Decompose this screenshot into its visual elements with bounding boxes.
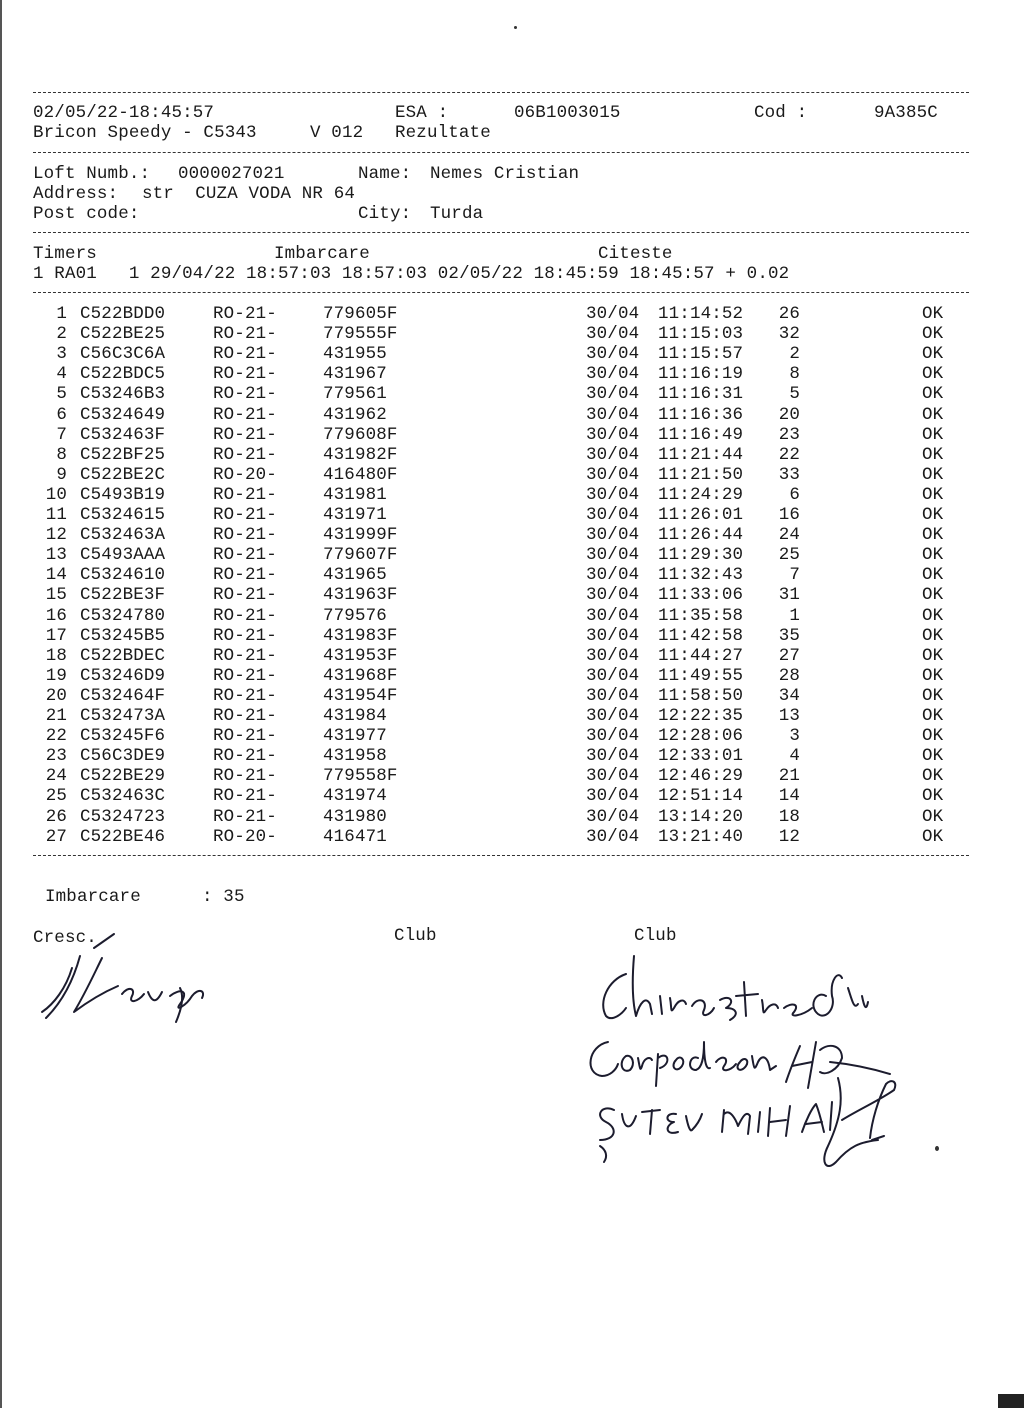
ring-prefix: RO-21-: [213, 625, 277, 646]
row-number: 15: [45, 585, 67, 606]
position: 2: [789, 344, 800, 365]
arrival-time: 11:26:01: [658, 505, 744, 525]
position: 8: [789, 364, 800, 385]
arrival-date: 30/04: [586, 384, 640, 405]
arrival-time: 12:22:35: [658, 706, 744, 726]
citeste-header: Citeste: [598, 244, 673, 264]
scan-speck: [514, 26, 517, 29]
status: OK: [922, 665, 944, 686]
ring-number: 416471: [323, 826, 387, 847]
city-value: Turda: [430, 204, 484, 224]
ring-number: 431974: [323, 786, 387, 807]
ring-number: 431971: [323, 505, 387, 525]
arrival-time: 11:49:55: [658, 665, 744, 686]
status: OK: [922, 404, 944, 425]
ring-number: 431954F: [323, 685, 398, 706]
arrival-date: 30/04: [586, 665, 640, 686]
ring-number: 416480F: [323, 464, 398, 485]
status: OK: [922, 484, 944, 505]
ring-prefix: RO-21-: [213, 525, 277, 546]
name-label: Name:: [358, 164, 412, 184]
ring-prefix: RO-21-: [213, 605, 277, 626]
ring-number: 779605F: [323, 304, 398, 324]
chip-id: C5324649: [80, 404, 166, 425]
club-signatures: [580, 950, 920, 1180]
ring-prefix: RO-21-: [213, 364, 277, 385]
status: OK: [922, 344, 944, 365]
row-number: 25: [45, 786, 67, 807]
position: 33: [778, 464, 800, 485]
chip-id: C522BE3F: [80, 585, 166, 606]
position: 4: [789, 746, 800, 767]
position: 18: [778, 806, 800, 827]
ring-prefix: RO-21-: [213, 384, 277, 405]
chip-id: C532473A: [80, 706, 166, 726]
chip-id: C532463A: [80, 525, 166, 546]
arrival-date: 30/04: [586, 344, 640, 365]
position: 21: [778, 766, 800, 787]
arrival-time: 11:35:58: [658, 605, 744, 626]
arrival-time: 11:44:27: [658, 645, 744, 666]
position: 31: [778, 585, 800, 606]
club-label: Club: [634, 926, 677, 946]
arrival-time: 11:24:29: [658, 484, 744, 505]
ring-prefix: RO-21-: [213, 545, 277, 566]
breeder-signature: [30, 930, 220, 1030]
timers-header: Timers: [33, 244, 97, 264]
row-number: 26: [45, 806, 67, 827]
status: OK: [922, 384, 944, 405]
chip-id: C5324723: [80, 806, 166, 827]
row-number: 27: [45, 826, 67, 847]
arrival-time: 11:16:36: [658, 404, 744, 425]
imbarcare-total-label: Imbarcare: [45, 887, 141, 907]
arrival-date: 30/04: [586, 706, 640, 726]
ring-number: 779555F: [323, 324, 398, 345]
arrival-date: 30/04: [586, 404, 640, 425]
position: 5: [789, 384, 800, 405]
row-number: 8: [56, 444, 67, 465]
postcode-label: Post code:: [33, 204, 140, 224]
position: 20: [778, 404, 800, 425]
row-number: 7: [56, 424, 67, 445]
ring-number: 779561: [323, 384, 387, 405]
ring-number: 779558F: [323, 766, 398, 787]
ring-prefix: RO-21-: [213, 806, 277, 827]
position: 16: [778, 505, 800, 525]
arrival-date: 30/04: [586, 484, 640, 505]
chip-id: C5324610: [80, 565, 166, 586]
row-number: 19: [45, 665, 67, 686]
ring-prefix: RO-21-: [213, 324, 277, 345]
row-number: 16: [45, 605, 67, 626]
arrival-time: 11:16:49: [658, 424, 744, 445]
ring-number: 431953F: [323, 645, 398, 666]
row-number: 14: [45, 565, 67, 586]
loft-number: 0000027021: [178, 164, 285, 184]
position: 14: [778, 786, 800, 807]
position: 24: [778, 525, 800, 546]
arrival-time: 11:29:30: [658, 545, 744, 566]
separator: [33, 232, 969, 233]
row-number: 13: [45, 545, 67, 566]
ring-prefix: RO-21-: [213, 424, 277, 445]
status: OK: [922, 746, 944, 767]
position: 6: [789, 484, 800, 505]
arrival-time: 11:15:03: [658, 324, 744, 345]
ring-prefix: RO-21-: [213, 786, 277, 807]
status: OK: [922, 645, 944, 666]
arrival-date: 30/04: [586, 786, 640, 807]
arrival-date: 30/04: [586, 424, 640, 445]
arrival-time: 12:33:01: [658, 746, 744, 767]
ring-number: 431980: [323, 806, 387, 827]
chip-id: C522BE29: [80, 766, 166, 787]
chip-id: C56C3DE9: [80, 746, 166, 767]
arrival-time: 11:21:50: [658, 464, 744, 485]
chip-id: C53245F6: [80, 726, 166, 747]
arrival-time: 12:28:06: [658, 726, 744, 747]
scan-edge: [0, 0, 2, 1408]
scan-corner: [998, 1394, 1024, 1408]
row-number: 5: [56, 384, 67, 405]
ring-number: 431981: [323, 484, 387, 505]
imbarcare-total-value: : 35: [202, 887, 245, 907]
arrival-date: 30/04: [586, 464, 640, 485]
chip-id: C522BDC5: [80, 364, 166, 385]
arrival-date: 30/04: [586, 304, 640, 324]
chip-id: C5324780: [80, 605, 166, 626]
ring-prefix: RO-21-: [213, 444, 277, 465]
address-value: str CUZA VODA NR 64: [142, 184, 356, 204]
ring-prefix: RO-21-: [213, 726, 277, 747]
row-number: 9: [56, 464, 67, 485]
chip-id: C532463F: [80, 424, 166, 445]
ring-prefix: RO-21-: [213, 766, 277, 787]
arrival-time: 11:42:58: [658, 625, 744, 646]
status: OK: [922, 625, 944, 646]
report-datetime: 02/05/22-18:45:57: [33, 103, 215, 123]
position: 34: [778, 685, 800, 706]
cod-label: Cod :: [754, 103, 808, 123]
loft-label: Loft Numb.:: [33, 164, 151, 184]
status: OK: [922, 444, 944, 465]
status: OK: [922, 605, 944, 626]
separator: [33, 152, 969, 153]
row-number: 20: [45, 685, 67, 706]
arrival-time: 11:16:19: [658, 364, 744, 385]
arrival-time: 11:21:44: [658, 444, 744, 465]
status: OK: [922, 464, 944, 485]
position: 35: [778, 625, 800, 646]
arrival-date: 30/04: [586, 766, 640, 787]
row-number: 17: [45, 625, 67, 646]
arrival-date: 30/04: [586, 826, 640, 847]
arrival-time: 13:21:40: [658, 826, 744, 847]
club-label: Club: [394, 926, 437, 946]
position: 7: [789, 565, 800, 586]
ring-number: 431999F: [323, 525, 398, 546]
position: 27: [778, 645, 800, 666]
arrival-time: 11:58:50: [658, 685, 744, 706]
ring-prefix: RO-21-: [213, 565, 277, 586]
ring-prefix: RO-21-: [213, 404, 277, 425]
chip-id: C532463C: [80, 786, 166, 807]
ring-number: 431982F: [323, 444, 398, 465]
imbarcare-header: Imbarcare: [274, 244, 370, 264]
position: 12: [778, 826, 800, 847]
ring-prefix: RO-21-: [213, 344, 277, 365]
position: 32: [778, 324, 800, 345]
arrival-time: 12:46:29: [658, 766, 744, 787]
arrival-date: 30/04: [586, 364, 640, 385]
status: OK: [922, 364, 944, 385]
chip-id: C53246D9: [80, 665, 166, 686]
status: OK: [922, 324, 944, 345]
status: OK: [922, 766, 944, 787]
ring-number: 779608F: [323, 424, 398, 445]
position: 3: [789, 726, 800, 747]
status: OK: [922, 806, 944, 827]
status: OK: [922, 585, 944, 606]
ring-prefix: RO-21-: [213, 585, 277, 606]
version: V 012: [310, 123, 364, 143]
ring-number: 779607F: [323, 545, 398, 566]
chip-id: C53245B5: [80, 625, 166, 646]
arrival-date: 30/04: [586, 585, 640, 606]
arrival-date: 30/04: [586, 746, 640, 767]
ring-number: 431958: [323, 746, 387, 767]
row-number: 23: [45, 746, 67, 767]
row-number: 21: [45, 706, 67, 726]
arrival-date: 30/04: [586, 685, 640, 706]
address-label: Address:: [33, 184, 119, 204]
ring-number: 431984: [323, 706, 387, 726]
status: OK: [922, 726, 944, 747]
ring-prefix: RO-21-: [213, 484, 277, 505]
scan-speck: [935, 1146, 939, 1151]
row-number: 4: [56, 364, 67, 385]
city-label: City:: [358, 204, 412, 224]
position: 23: [778, 424, 800, 445]
chip-id: C522BDD0: [80, 304, 166, 324]
chip-id: C56C3C6A: [80, 344, 166, 365]
row-number: 18: [45, 645, 67, 666]
status: OK: [922, 786, 944, 807]
row-number: 24: [45, 766, 67, 787]
ring-prefix: RO-21-: [213, 746, 277, 767]
chip-id: C522BF25: [80, 444, 166, 465]
chip-id: C532464F: [80, 685, 166, 706]
status: OK: [922, 545, 944, 566]
separator: [33, 855, 969, 856]
status: OK: [922, 565, 944, 586]
position: 28: [778, 665, 800, 686]
arrival-date: 30/04: [586, 324, 640, 345]
arrival-date: 30/04: [586, 806, 640, 827]
ring-prefix: RO-21-: [213, 685, 277, 706]
status: OK: [922, 424, 944, 445]
separator: [33, 92, 969, 93]
chip-id: C522BE2C: [80, 464, 166, 485]
ring-prefix: RO-21-: [213, 665, 277, 686]
arrival-time: 12:51:14: [658, 786, 744, 807]
cod-value: 9A385C: [874, 103, 938, 123]
arrival-date: 30/04: [586, 625, 640, 646]
arrival-time: 11:32:43: [658, 565, 744, 586]
row-number: 2: [56, 324, 67, 345]
arrival-date: 30/04: [586, 605, 640, 626]
ring-prefix: RO-21-: [213, 645, 277, 666]
chip-id: C53246B3: [80, 384, 166, 405]
row-number: 22: [45, 726, 67, 747]
status: OK: [922, 685, 944, 706]
status: OK: [922, 505, 944, 525]
arrival-time: 11:33:06: [658, 585, 744, 606]
position: 26: [778, 304, 800, 324]
status: OK: [922, 826, 944, 847]
ring-number: 431983F: [323, 625, 398, 646]
arrival-date: 30/04: [586, 645, 640, 666]
ring-number: 431955: [323, 344, 387, 365]
row-number: 3: [56, 344, 67, 365]
status: OK: [922, 304, 944, 324]
chip-id: C522BDEC: [80, 645, 166, 666]
ring-number: 431967: [323, 364, 387, 385]
row-number: 1: [56, 304, 67, 324]
position: 22: [778, 444, 800, 465]
chip-id: C522BE25: [80, 324, 166, 345]
ring-number: 431968F: [323, 665, 398, 686]
ring-number: 431965: [323, 565, 387, 586]
esa-label: ESA :: [395, 103, 449, 123]
position: 1: [789, 605, 800, 626]
ring-prefix: RO-21-: [213, 505, 277, 525]
ring-prefix: RO-20-: [213, 464, 277, 485]
arrival-date: 30/04: [586, 444, 640, 465]
ring-number: 431962: [323, 404, 387, 425]
chip-id: C5324615: [80, 505, 166, 525]
arrival-time: 11:26:44: [658, 525, 744, 546]
row-number: 10: [45, 484, 67, 505]
ring-prefix: RO-21-: [213, 706, 277, 726]
ring-prefix: RO-20-: [213, 826, 277, 847]
ring-number: 779576: [323, 605, 387, 626]
arrival-time: 11:16:31: [658, 384, 744, 405]
status: OK: [922, 706, 944, 726]
row-number: 11: [45, 505, 67, 525]
status: OK: [922, 525, 944, 546]
arrival-date: 30/04: [586, 505, 640, 525]
device-name: Bricon Speedy - C5343: [33, 123, 257, 143]
arrival-time: 13:14:20: [658, 806, 744, 827]
arrival-time: 11:14:52: [658, 304, 744, 324]
chip-id: C522BE46: [80, 826, 166, 847]
arrival-time: 11:15:57: [658, 344, 744, 365]
arrival-date: 30/04: [586, 726, 640, 747]
esa-value: 06B1003015: [514, 103, 621, 123]
arrival-date: 30/04: [586, 565, 640, 586]
ring-number: 431963F: [323, 585, 398, 606]
arrival-date: 30/04: [586, 525, 640, 546]
position: 13: [778, 706, 800, 726]
ring-number: 431977: [323, 726, 387, 747]
position: 25: [778, 545, 800, 566]
timer-line: 1 RA01 1 29/04/22 18:57:03 18:57:03 02/05/22 18:45:59 18:45:57 + 0.02: [33, 264, 790, 284]
ring-prefix: RO-21-: [213, 304, 277, 324]
separator: [33, 292, 969, 293]
row-number: 12: [45, 525, 67, 546]
arrival-date: 30/04: [586, 545, 640, 566]
chip-id: C5493AAA: [80, 545, 166, 566]
fancier-name: Nemes Cristian: [430, 164, 580, 184]
row-number: 6: [56, 404, 67, 425]
cresc-label: Cresc.: [33, 928, 97, 948]
document-type: Rezultate: [395, 123, 491, 143]
chip-id: C5493B19: [80, 484, 166, 505]
